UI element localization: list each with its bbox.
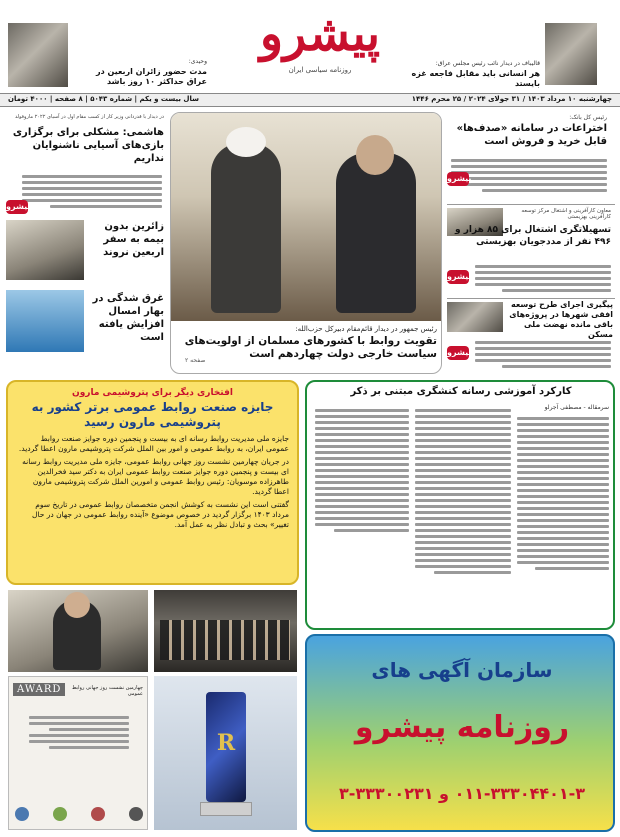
right-item-2-kicker: معاون کارآفرینی و اشتغال مرکز توسعه کارآفرینی بهزیستی [521, 208, 611, 220]
left-item-1-body [22, 172, 162, 211]
editorial-article [305, 380, 615, 630]
divider [447, 204, 615, 205]
masthead [0, 0, 620, 110]
center-headline: تقویت روابط با کشورهای مسلمان از اولویت‌های سیاست خارجی دولت چهاردهم است [184, 335, 437, 360]
certificate-logos [15, 807, 143, 821]
center-caption: رئیس جمهور در دیدار قائم‌مقام دبیرکل حزب‌الله: [295, 325, 437, 333]
article-body-col-3 [315, 406, 409, 535]
left-item-1-badge: پیشرو [6, 200, 28, 214]
masthead-right-headline: هر انسانی باید مقابل فاجعه غزه بایستد [411, 69, 540, 88]
award-card-text: چهارمین نشست روز جهانی روابط عمومی [72, 685, 143, 697]
collage-photo-portrait [8, 590, 148, 672]
masthead-left-kicker: وحیدی: [188, 58, 207, 65]
petrochemical-box [6, 380, 299, 585]
right-item-3-photo [447, 302, 503, 332]
collage-photo-group [154, 590, 297, 672]
person-right-head [356, 135, 394, 175]
left-item-1-headline: هاشمی: مشکلی برای برگزاری بازی‌های آسیایی ناشنوایان نداریم [12, 127, 164, 164]
article-body-col-1 [517, 414, 609, 573]
box-para-3: گفتنی است این نشست به کوشش انجمن متخصصان روابط عمومی در تاریخ سوم مرداد ۱۴۰۳ برگزار گردید در خصوص موضوع «آینده روابط عمومی در جهان در حال تغییر» بحث و تبادل نظر به عمل آمد. [32, 500, 289, 529]
center-page-ref: صفحه ۲ [185, 357, 206, 364]
ad-line-2: روزنامه پیشرو [354, 710, 570, 745]
right-item-1-badge: پیشرو [447, 172, 469, 186]
person-left [211, 143, 281, 313]
ad-line-1: سازمان آگهی های [371, 658, 553, 682]
right-item-3-body [475, 338, 611, 371]
box-headline: جایزه صنعت روابط عمومی برتر کشور به پتروشیمی مارون رسید [31, 400, 274, 429]
left-column [6, 112, 166, 374]
award-label: AWARD [13, 683, 65, 696]
article-byline: سرمقاله - مصطفی آجرلو [544, 404, 609, 411]
masthead-right-kicker: قالیباف در دیدار نائب رئیس مجلس عراق: [435, 60, 540, 67]
box-para-2: در جریان چهارمین نشست روز جهانی روابط عمومی، جایزه ملی مدیریت روابط رسانه ای بیست و پنجمین دوره جوایز صنعت روابط عمومی ایران به دکتر سید فخرالدین طاهرزاده موسویان: رئیس روابط عمومی و امورین الملل شرکت پتروشیمی مارون اعطا گردید. [22, 457, 289, 496]
right-item-2-body [475, 262, 611, 295]
masthead-left-headline: مدت حضور زائران اربعین در عراق حداکثر ۱۰ روز باشد [96, 67, 207, 86]
article-body-col-2 [415, 406, 511, 577]
logo-text: پیشرو [259, 6, 381, 62]
left-item-3-headline: غرق شدگی در بهار امسال افزایش یافته است [92, 293, 164, 343]
date-line: چهارشنبه ۱۰ مرداد ۱۴۰۳ / ۳۱ جولای ۲۰۲۴ / ۲۵ محرم ۱۴۴۶ [411, 95, 612, 103]
right-item-2-badge: پیشرو [447, 270, 469, 284]
right-item-3-badge: پیشرو [447, 346, 469, 360]
box-kicker: افتخاری دیگر برای پتروشیمی مارون [72, 388, 233, 398]
right-column [447, 112, 615, 374]
right-item-1-headline: اختراعات در سامانه «صدف‌ها» قابل خرید و فروش است [456, 123, 607, 147]
article-headline: کارکرد آموزشی رسانه کنشگری مبتنی بر ذکر [350, 386, 572, 397]
center-story [170, 112, 442, 374]
box-para-1: جایزه ملی مدیریت روابط رسانه ای به بیست و پنجمین دوره جوایز صنعت روابط عمومی ایران، به روابط عمومی و امور بین الملل شرکت پتروشیمی مارون اعطا گردید. [18, 434, 289, 453]
divider [447, 298, 615, 299]
award-trophy-photo [154, 676, 297, 830]
right-item-1-body [451, 156, 607, 195]
award-certificate [8, 676, 148, 830]
advertising-box [305, 634, 615, 832]
ad-phone: ۰۱۱-۳۳۳۰۴۴۰۱-۳ و ۳۳۳۰۰۲۳۱-۳ [338, 784, 586, 803]
masthead-right-photo [545, 23, 597, 85]
issue-line: سال بیست و یکم | شماره ۵۰۴۳ | ۸ صفحه | ۴۰۰۰ تومان [8, 95, 199, 103]
masthead-left-photo [8, 23, 68, 87]
date-bar [0, 93, 620, 107]
person-right [336, 153, 416, 313]
left-item-3-photo [6, 290, 84, 352]
trophy-icon: R [206, 692, 246, 802]
left-item-2-headline: زائرین بدون بیمه به سفر اربعین نروند [103, 221, 164, 258]
right-item-3-headline: پیگیری اجرای طرح توسعه افقی شهرها در پروژه‌های باقی مانده نهضت ملی مسکن [509, 300, 613, 339]
center-photo [171, 113, 442, 321]
logo [255, 2, 385, 82]
right-item-1-kicker: رئیس کل بانک: [569, 114, 607, 121]
left-top-kicker: در دیدار با قدردانی وزیر کار از کسب مقام اول در آسیای ۲۰۲۲ ماروفولد [14, 114, 164, 120]
photo-collage [6, 590, 299, 832]
logo-subtitle: روزنامه سیاسی ایران [288, 66, 352, 74]
person-left-turban [226, 127, 266, 157]
right-item-2-headline: تسهیلاتگری اشتغال برای ۸۵ هزار و ۴۹۶ نفر از مددجویان بهزیستی [454, 225, 611, 247]
left-item-2-photo [6, 220, 84, 280]
